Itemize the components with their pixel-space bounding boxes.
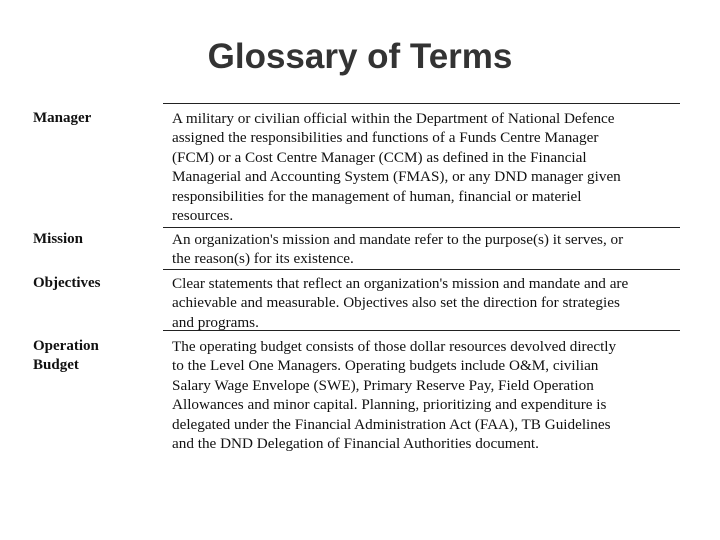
definition-line: Clear statements that reflect an organization's mission and mandate and are xyxy=(172,275,629,292)
definition-line: A military or civilian official within the Department of National Defence xyxy=(172,110,615,127)
term-line: Objectives xyxy=(33,275,101,291)
definition-line: delegated under the Financial Administration Act (FAA), TB Guidelines xyxy=(172,415,611,433)
glossary-definition-manager xyxy=(172,109,621,225)
term-line: Manager xyxy=(33,110,92,126)
glossary-definition-mission xyxy=(172,230,623,269)
definition-line: (FCM) or a Cost Centre Manager (CCM) as defined in the Financial xyxy=(172,148,587,166)
definition-line: assigned the responsibilities and functions of a Funds Centre Manager xyxy=(172,129,599,147)
definition-line: and programs. xyxy=(172,313,259,331)
definition-line: Salary Wage Envelope (SWE), Primary Reserve Pay, Field Operation xyxy=(172,376,594,394)
divider xyxy=(163,227,680,228)
glossary-term-manager xyxy=(33,109,91,128)
glossary-term-mission xyxy=(33,230,83,249)
glossary-definition-operation-budget xyxy=(172,337,616,453)
definition-line: the reason(s) for its existence. xyxy=(172,250,354,268)
page-title: Glossary of Terms xyxy=(207,37,513,76)
term-line: Budget xyxy=(33,357,79,374)
glossary-term-objectives xyxy=(33,274,100,293)
divider xyxy=(163,103,680,104)
definition-line: An organization's mission and mandate refer to the purpose(s) it serves, or xyxy=(172,231,624,248)
definition-line: and the DND Delegation of Financial Authorities document. xyxy=(172,435,539,453)
glossary-definition-objectives xyxy=(172,274,628,332)
divider xyxy=(163,269,680,270)
definition-line: Managerial and Accounting System (FMAS), or any DND manager given xyxy=(172,168,621,186)
definition-line: Allowances and minor capital. Planning, prioritizing and expenditure is xyxy=(172,396,607,414)
definition-line: to the Level One Managers. Operating budgets include O&M, civilian xyxy=(172,357,599,375)
glossary-term-operation-budget xyxy=(33,337,99,376)
definition-line: achievable and measurable. Objectives also set the direction for strategies xyxy=(172,294,620,312)
term-line: Operation xyxy=(33,338,99,354)
definition-line: resources. xyxy=(172,207,234,225)
definition-line: The operating budget consists of those dollar resources devolved directly xyxy=(172,338,617,355)
definition-line: responsibilities for the management of human, financial or materiel xyxy=(172,187,582,205)
term-line: Mission xyxy=(33,231,84,247)
